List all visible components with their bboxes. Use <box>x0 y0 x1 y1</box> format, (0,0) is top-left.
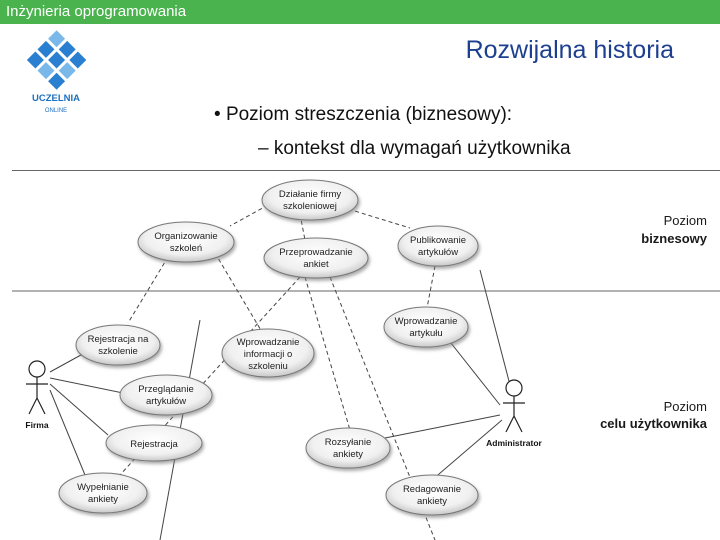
use-case-label: artykułu <box>409 328 443 339</box>
logo-line1: UCZELNIA <box>31 93 81 104</box>
use-case-label: Redagowanie <box>402 484 462 495</box>
stick-figure-icon <box>503 380 525 432</box>
use-case-label: artykułów <box>417 247 459 258</box>
use-case-label: Wprowadzanie <box>236 337 300 348</box>
bullet-text: Poziom streszczenia (biznesowy): <box>225 104 513 125</box>
level-label-line1: Poziom <box>663 399 707 414</box>
course-title: Inżynieria oprogramowania <box>6 3 187 20</box>
use-case-redagowanie <box>386 475 478 515</box>
level-label-user <box>600 399 708 431</box>
use-case-rozsylanie <box>306 428 390 468</box>
use-case-label: Przeglądanie <box>138 384 194 395</box>
level-label-line1: Poziom <box>663 213 707 228</box>
use-case-organizowanie <box>138 222 234 262</box>
top-bar <box>0 0 720 24</box>
actor-administrator <box>486 380 542 448</box>
use-case-label: szkoleniu <box>248 361 288 372</box>
use-case-przegladanie <box>120 375 212 415</box>
actor-firma <box>25 361 48 430</box>
use-case-rejestracja <box>106 425 202 461</box>
bullet-2 <box>258 138 571 160</box>
use-case-label: Działanie firmy <box>278 189 342 200</box>
bullet-marker: • <box>214 104 221 125</box>
use-case-label: szkolenie <box>98 346 138 357</box>
use-case-label: ankiety <box>416 496 448 507</box>
use-case-label: szkoleniowej <box>283 201 337 212</box>
stick-figure-icon <box>26 361 48 414</box>
use-case-publikowanie <box>398 226 478 266</box>
level-label-line2: biznesowy <box>641 231 707 246</box>
actor-label: Administrator <box>486 438 542 448</box>
use-case-label: Rozsyłanie <box>324 437 372 448</box>
logo-grid-icon <box>4 26 114 121</box>
use-case-diagram <box>0 170 720 540</box>
actor-label: Firma <box>25 420 49 430</box>
logo-line2: ONLINE <box>44 108 68 114</box>
use-case-label: Wprowadzanie <box>394 316 458 327</box>
use-case-label: informacji o <box>243 349 293 360</box>
use-case-wprowadzanie-artykulu <box>384 307 468 347</box>
sub-bullet-marker: – <box>258 138 269 159</box>
use-case-label: ankiety <box>332 449 364 460</box>
slide-title: Rozwijalna historia <box>465 36 674 64</box>
use-case-label: Organizowanie <box>154 231 218 242</box>
use-case-przeprowadzanie <box>264 238 368 278</box>
use-case-label: ankiet <box>303 259 329 270</box>
use-case-label: Rejestracja <box>130 439 178 450</box>
use-case-dzialanie <box>262 180 358 220</box>
uczelnia-online-logo <box>4 26 114 121</box>
bullet-1 <box>214 104 512 126</box>
level-label-business <box>641 213 708 246</box>
use-case-label: Rejestracja na <box>87 334 149 345</box>
sub-bullet-text: kontekst dla wymagań użytkownika <box>273 138 571 159</box>
use-case-label: ankiety <box>87 494 119 505</box>
use-case-label: Wypełnianie <box>77 482 129 493</box>
use-case-label: artykułów <box>145 396 187 407</box>
use-case-rejestracja-szkolenie <box>76 325 160 365</box>
use-case-wypelnianie <box>59 473 147 513</box>
use-case-label: Przeprowadzanie <box>279 247 353 258</box>
use-case-label: szkoleń <box>169 243 203 254</box>
level-label-line2: celu użytkownika <box>600 416 707 431</box>
use-case-wprowadzanie-informacji <box>222 329 314 377</box>
use-case-label: Publikowanie <box>410 235 466 246</box>
